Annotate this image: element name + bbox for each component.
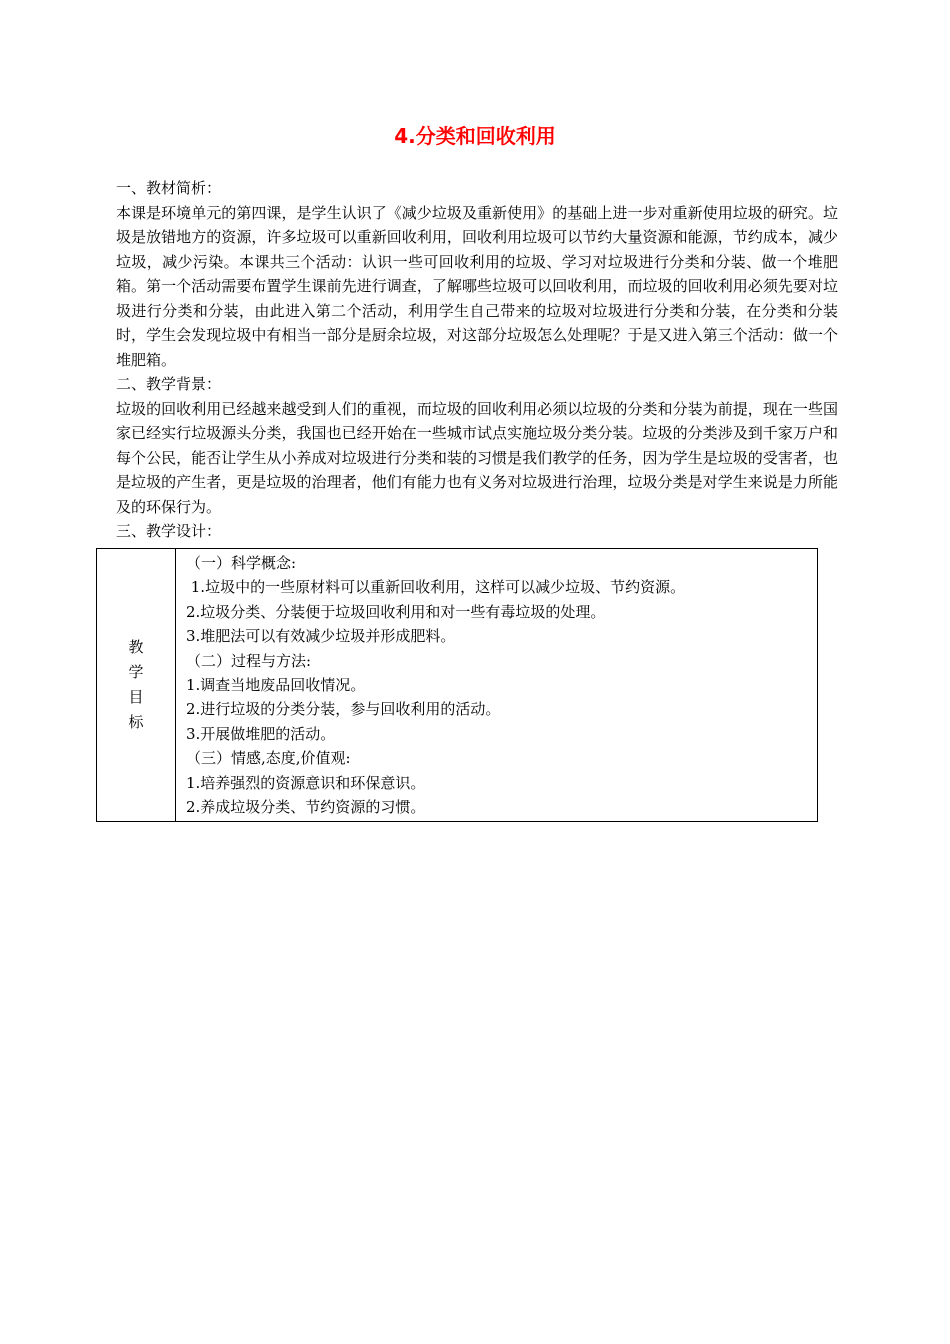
label-char: 标 [128, 713, 144, 732]
goal-item: 1.垃圾中的一些原材料可以重新回收利用，这样可以减少垃圾、节约资源。 [186, 578, 686, 597]
teaching-design-table [96, 548, 818, 822]
goal-category-concepts: （一）科学概念: [186, 554, 297, 572]
section-heading-design: 三、教学设计： [116, 522, 222, 540]
table-row [97, 549, 818, 822]
goal-item: 3.堆肥法可以有效减少垃圾并形成肥料。 [186, 627, 456, 646]
label-char: 学 [128, 663, 144, 682]
section-heading-analysis: 一、教材简析： [116, 179, 222, 197]
goal-item: 1.培养强烈的资源意识和环保意识。 [186, 773, 426, 792]
section-heading-background: 二、教学背景： [116, 375, 222, 393]
goal-category-process: （二）过程与方法: [186, 651, 312, 670]
goal-item: 2.养成垃圾分类、节约资源的习惯。 [186, 798, 426, 817]
teaching-goals-content [176, 549, 818, 822]
label-char: 目 [128, 688, 144, 707]
goal-item: 1.调查当地废品回收情况。 [186, 676, 366, 695]
section-body-background: 垃圾的回收利用已经越来越受到人们的重视，而垃圾的回收利用必须以垃圾的分类和分装为前提，现在一些国家已经实行垃圾源头分类，我国也已经开始在一些城市试点实施垃圾分类分装。垃圾的分类涉及到千家万户和每个公民，能否让学生从小养成对垃圾进行分类和装的习惯是我们教学的任务，因为学生是垃圾的受害者，也是垃圾的产生者，更是垃圾的治理者，他们有能力也有义务对垃圾进行治理，垃圾分类是对学生来说是力所能及的环保行为。 [116, 399, 838, 516]
label-char: 教 [128, 638, 144, 657]
goal-item: 2.进行垃圾的分类分装，参与回收利用的活动。 [186, 700, 501, 719]
goal-item: 2.垃圾分类、分装便于垃圾回收利用和对一些有毒垃圾的处理。 [186, 602, 606, 621]
section-body-analysis: 本课是环境单元的第四课，是学生认识了《减少垃圾及重新使用》的基础上进一步对重新使用垃圾的研究。垃圾是放错地方的资源，许多垃圾可以重新回收利用，回收利用垃圾可以节约大量资源和能源，节约成本，减少垃圾，减少污染。本课共三个活动：认识一些可回收利用的垃圾、学习对垃圾进行分类和分装、做一个堆肥箱。第一个活动需要布置学生课前先进行调查，了解哪些垃圾可以回收利用，而垃圾的回收利用必须先要对垃圾进行分类和分装，由此进入第二个活动，利用学生自己带来的垃圾对垃圾进行分类和分装，在分类和分装时，学生会发现垃圾中有相当一部分是厨余垃圾，对这部分垃圾怎么处理呢？于是又进入第三个活动：做一个堆肥箱。 [116, 203, 838, 369]
teaching-goals-label [97, 549, 176, 822]
document-title: 4.分类和回收利用 [394, 124, 556, 148]
goal-category-attitude: （三）情感,态度,价值观: [186, 749, 351, 768]
goal-item: 3.开展做堆肥的活动。 [186, 724, 336, 743]
document-content [116, 176, 838, 544]
